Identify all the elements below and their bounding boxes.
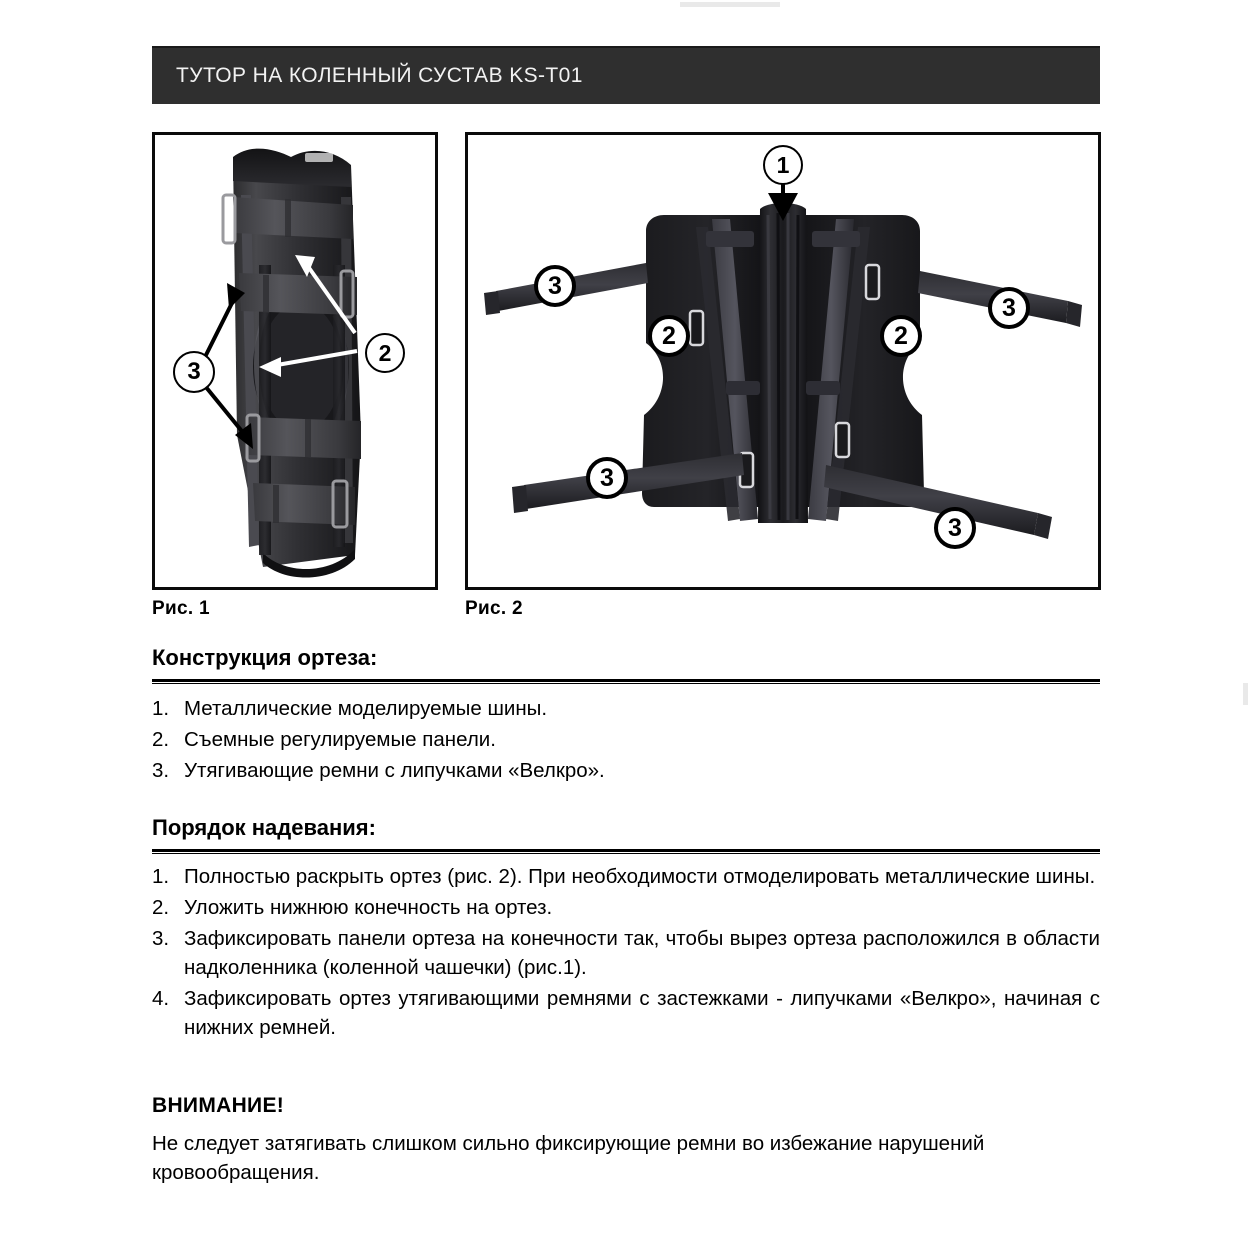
fig2-callout-1 xyxy=(763,145,803,185)
list-item-text: Зафиксировать панели ортеза на конечности так, чтобы вырез ортеза расположился в области надколенника (коленной чашечки) (рис.1). xyxy=(184,927,1100,979)
attention-body: Не следует затягивать слишком сильно фиксирующие ремни во избежание нарушений кровообращения. xyxy=(152,1132,985,1184)
attention-title: ВНИМАНИЕ! xyxy=(152,1094,285,1117)
fig2-callout-3-upper-right-label: 3 xyxy=(1002,293,1016,322)
list-item-text: Уложить нижнюю конечность на ортез. xyxy=(184,896,553,919)
donning-heading: Порядок надевания: xyxy=(152,815,376,840)
list-item-text: Съемные регулируемые панели. xyxy=(184,728,496,751)
figure-2-caption: Рис. 2 xyxy=(465,598,523,619)
list-item-number: 3. xyxy=(152,759,170,782)
list-item-text: Утягивающие ремни с липучками «Велкро». xyxy=(184,759,605,782)
list-item xyxy=(152,694,1100,723)
list-item-number: 3. xyxy=(152,927,170,950)
fig2-callout-2-right-label: 2 xyxy=(894,321,908,350)
fig2-callout-3-lower-left-label: 3 xyxy=(600,463,614,492)
donning-rule xyxy=(152,849,1100,854)
scan-artifact-top xyxy=(680,2,780,7)
scan-artifact-right xyxy=(1243,683,1248,705)
list-item xyxy=(152,862,1100,891)
construction-list xyxy=(152,694,1100,787)
fig2-callout-2-left-label: 2 xyxy=(662,321,676,350)
list-item-number: 4. xyxy=(152,987,170,1010)
list-item-text: Металлические моделируемые шины. xyxy=(184,697,548,720)
list-item-text: Полностью раскрыть ортез (рис. 2). При необходимости отмоделировать металлические шины. xyxy=(184,865,1096,888)
fig2-callout-3-lower-right-label: 3 xyxy=(948,513,962,542)
figure-2-illustration xyxy=(468,135,1098,587)
list-item-number: 2. xyxy=(152,896,170,919)
list-item-number: 2. xyxy=(152,728,170,751)
figure-1-caption: Рис. 1 xyxy=(152,598,210,619)
list-item xyxy=(152,725,1100,754)
title-bar xyxy=(152,46,1100,104)
fig2-callout-1-label: 1 xyxy=(776,151,790,178)
list-item xyxy=(152,756,1100,785)
fig2-callout-3-upper-right xyxy=(988,287,1030,329)
page-title: ТУТОР НА КОЛЕННЫЙ СУСТАВ KS-T01 xyxy=(176,64,583,87)
donning-list xyxy=(152,862,1100,1044)
list-item-number: 1. xyxy=(152,865,170,888)
fig2-callout-3-upper-left-label: 3 xyxy=(548,271,562,300)
fig1-callout-2-label: 2 xyxy=(378,339,392,366)
figure-1-frame xyxy=(152,132,438,590)
list-item-number: 1. xyxy=(152,697,170,720)
fig2-callout-3-lower-right xyxy=(934,507,976,549)
fig1-callout-3 xyxy=(173,351,215,393)
fig2-callout-3-lower-left xyxy=(586,457,628,499)
fig1-callout-2 xyxy=(365,333,405,373)
construction-rule xyxy=(152,679,1100,684)
fig2-callout-3-upper-left xyxy=(534,265,576,307)
list-item-text: Зафиксировать ортез утягивающими ремнями с застежками - липучками «Велкро», начиная с нижних ремней. xyxy=(184,987,1100,1039)
construction-heading: Конструкция ортеза: xyxy=(152,645,378,670)
fig2-callout-2-right xyxy=(880,315,922,357)
figure-2-frame xyxy=(465,132,1101,590)
list-item xyxy=(152,984,1100,1042)
fig1-callout-3-label: 3 xyxy=(187,358,201,385)
fig2-callout-2-left xyxy=(648,315,690,357)
list-item xyxy=(152,924,1100,982)
list-item xyxy=(152,893,1100,922)
